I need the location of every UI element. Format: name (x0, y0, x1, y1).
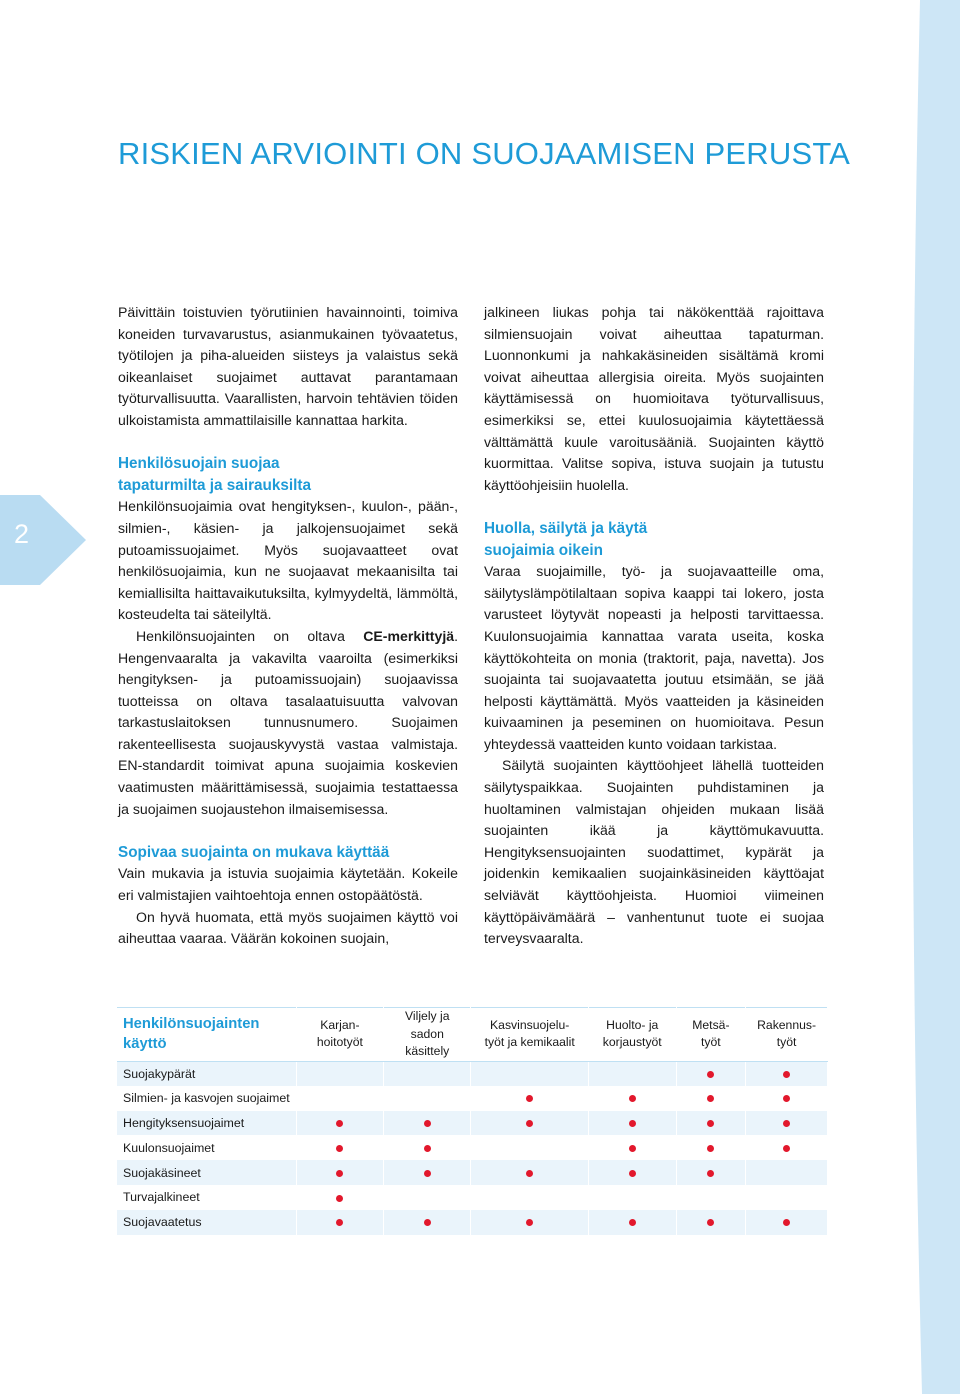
body-paragraph (118, 626, 458, 820)
usage-dot-icon (783, 1120, 790, 1127)
usage-cell (746, 1210, 828, 1235)
usage-dot-icon (526, 1170, 533, 1177)
column-header-line: Karjan- (320, 1017, 360, 1032)
table-title (117, 1008, 296, 1062)
usage-cell (746, 1135, 828, 1160)
table-row (117, 1111, 828, 1136)
table-header-row (117, 1008, 828, 1062)
usage-cell (588, 1086, 676, 1111)
column-header-line: käsittely (405, 1044, 450, 1058)
table-title-line: käyttö (123, 1036, 167, 1053)
usage-dot-icon (424, 1145, 431, 1152)
usage-dot-icon (424, 1170, 431, 1177)
usage-dot-icon (424, 1120, 431, 1127)
usage-cell (296, 1160, 383, 1185)
table-row (117, 1135, 828, 1160)
column-header-line: hoitotyöt (316, 1035, 363, 1050)
body-paragraph: On hyvä huomata, että myös suojaimen käyttö voi aiheuttaa vaaraa. Väärän kokoinen suojain, (118, 908, 458, 947)
section-heading (484, 518, 824, 561)
usage-cell (676, 1185, 746, 1210)
usage-cell (296, 1111, 383, 1136)
text-span: . Hengenvaaralta ja vakavilta vaaroilta (esimerkiksi hengityksen- ja putoamissuojain) suojaavissa tuotteissa on oltava tasalaatuisuutta valvovan tarkastuslaitoksen tunnusnumero. Suojaimen rakenteellisesta suojauskyvystä vastaa valmistaja. EN-standardit toimivat apuna suojaimia koskevien vaatimusten määrittämisessä, suojaimia testattaessa ja suojaimen suojaustehon ilmaisemisessa. (118, 627, 458, 817)
usage-cell (471, 1061, 588, 1086)
column-header-line: työt ja kemikaalit (484, 1035, 575, 1050)
row-label: Suojavaatetus (117, 1210, 296, 1235)
body-paragraph: Henkilönsuojaimia ovat hengityksen-, kuulon-, pään-, silmien-, käsien- ja jalkojensuojaimet sekä putoamissuojaimet. Myös suojavaatteet ovat henkilösuojaimia, kun ne suojaavat mekaanisilta tai kemiallisilta haittavaikutuksilta, kylmyydeltä, lämmöltä, kosteudelta tai säteilyltä. (118, 498, 458, 623)
body-paragraph: jalkineen liukas pohja tai näkökenttää rajoittava silmiensuojain voivat aiheuttaa tapaturman. Luonnonkumi ja nahkakäsineiden sisältämä kromi voivat aiheuttaa allergisia oireita. Myös suojainten käyttämisessä on huomioitava työturvallisuus, esimerkiksi se, ettei kuulosuojaimia käytettäessä välttämättä kuule varoitusääniä. Suojainten käyttö kuormittaa. Valitse sopiva, istuva suojain ja tutustu käyttöohjeisiin huolella. (484, 304, 824, 493)
column-header (471, 1008, 588, 1062)
usage-dot-icon (707, 1170, 714, 1177)
column-header-line: työt (776, 1035, 797, 1050)
usage-dot-icon (629, 1219, 636, 1226)
usage-cell (471, 1210, 588, 1235)
section-heading (118, 453, 458, 496)
usage-cell (471, 1160, 588, 1185)
row-label: Suojakypärät (117, 1061, 296, 1086)
usage-cell (676, 1061, 746, 1086)
column-header-line: Kasvinsuojelu- (490, 1017, 570, 1032)
column-header-line: Metsä- (692, 1017, 730, 1032)
usage-cell (676, 1210, 746, 1235)
usage-cell (471, 1086, 588, 1111)
table-row (117, 1160, 828, 1185)
body-paragraph: Vain mukavia ja istuvia suojaimia käytetään. Kokeile eri valmistajien vaihtoehtoja ennen ostopäätöstä. (118, 865, 458, 904)
ppe-usage-table (117, 1007, 828, 1235)
page-title: RISKIEN ARVIOINTI ON SUOJAAMISEN PERUSTA (118, 136, 851, 171)
usage-dot-icon (526, 1095, 533, 1102)
usage-dot-icon (629, 1170, 636, 1177)
column-header (746, 1008, 828, 1062)
usage-cell (296, 1135, 383, 1160)
usage-cell (296, 1185, 383, 1210)
usage-cell (296, 1210, 383, 1235)
usage-cell (676, 1135, 746, 1160)
column-header-line: Rakennus- (757, 1017, 817, 1032)
column-header (296, 1008, 383, 1062)
column-header-line: työt (701, 1035, 721, 1050)
usage-cell (676, 1111, 746, 1136)
usage-cell (588, 1185, 676, 1210)
column-header-line: Viljely ja sadon (405, 1009, 450, 1041)
usage-dot-icon (629, 1145, 636, 1152)
usage-dot-icon (526, 1120, 533, 1127)
usage-cell (296, 1086, 383, 1111)
right-column (484, 302, 824, 950)
row-label: Kuulonsuojaimet (117, 1135, 296, 1160)
body-paragraph: Varaa suojaimille, työ- ja suojavaatteille oma, säilytyslämpötilaltaan sopiva kaappi tai lokero, josta varusteet löytyvät nopeasti ja helposti tarvittaessa. Kuulonsuojaimia kannattaa varata useita, koska käyttökohteita on monia (traktorit, paja, navetta). Jos suojainta tai suojavaatetta joutuu etsimään, se jää helposti käyttämättä. Myös vaatteiden ja käsineiden kuivaaminen ja peseminen on huomioitava. Pesun yhteydessä vaatteiden kunto voidaan tarkistaa. (484, 563, 824, 752)
column-header (676, 1008, 746, 1062)
usage-cell (471, 1111, 588, 1136)
usage-cell (746, 1185, 828, 1210)
usage-dot-icon (336, 1195, 343, 1202)
usage-cell (471, 1135, 588, 1160)
usage-dot-icon (707, 1120, 714, 1127)
usage-cell (588, 1135, 676, 1160)
left-column (118, 302, 458, 950)
usage-dot-icon (783, 1145, 790, 1152)
row-label: Suojakäsineet (117, 1160, 296, 1185)
usage-dot-icon (707, 1219, 714, 1226)
section-heading-line: suojaimia oikein (484, 541, 604, 559)
usage-dot-icon (707, 1071, 714, 1078)
usage-dot-icon (526, 1219, 533, 1226)
usage-dot-icon (707, 1095, 714, 1102)
usage-dot-icon (707, 1145, 714, 1152)
section-heading-line: Huolla, säilytä ja käytä (484, 519, 648, 537)
body-paragraph: Säilytä suojainten käyttöohjeet lähellä tuotteiden säilytyspaikkaa. Suojainten puhdistaminen ja huoltaminen valmistajan ohjeiden mukaan lisää suojainten ikää ja käyttömukavuutta. Hengityksensuojainten suodattimet, kypärät ja joidenkin kemikaalien suojainkäsineiden käyttöajat selviävät käyttöohjeista. Huomioi viimeinen käyttöpäivämäärä – vanhentunut tuote ei suojaa terveysvaaralta. (484, 757, 824, 947)
row-label: Hengityksensuojaimet (117, 1111, 296, 1136)
text-span: Henkilönsuojainten on oltava (136, 627, 364, 644)
section-heading: Sopivaa suojainta on mukava käyttää (118, 843, 390, 861)
column-header-line: Huolto- ja (606, 1017, 659, 1032)
usage-cell (384, 1111, 471, 1136)
row-label: Turvajalkineet (117, 1185, 296, 1210)
usage-dot-icon (336, 1170, 343, 1177)
usage-cell (296, 1061, 383, 1086)
usage-cell (384, 1160, 471, 1185)
usage-dot-icon (336, 1120, 343, 1127)
row-label: Silmien- ja kasvojen suojaimet (117, 1086, 296, 1111)
usage-cell (384, 1086, 471, 1111)
usage-cell (588, 1111, 676, 1136)
usage-cell (588, 1210, 676, 1235)
usage-dot-icon (783, 1071, 790, 1078)
usage-dot-icon (424, 1219, 431, 1226)
page-number-tab (0, 495, 86, 585)
usage-cell (746, 1061, 828, 1086)
usage-dot-icon (783, 1219, 790, 1226)
usage-cell (588, 1061, 676, 1086)
column-header (384, 1008, 471, 1062)
table-title-line: Henkilönsuojainten (123, 1016, 260, 1033)
decorative-edge-band (900, 0, 960, 1394)
usage-cell (746, 1086, 828, 1111)
usage-cell (384, 1135, 471, 1160)
ce-marking-term: CE-merkittyjä (363, 627, 455, 644)
table-row (117, 1210, 828, 1235)
column-header (588, 1008, 676, 1062)
page-number: 2 (14, 519, 30, 549)
usage-cell (588, 1160, 676, 1185)
table-row (117, 1185, 828, 1210)
section-heading-line: Henkilösuojain suojaa (118, 455, 280, 473)
usage-cell (384, 1210, 471, 1235)
usage-cell (746, 1111, 828, 1136)
usage-dot-icon (629, 1095, 636, 1102)
usage-cell (746, 1160, 828, 1185)
usage-dot-icon (629, 1120, 636, 1127)
usage-cell (384, 1185, 471, 1210)
usage-dot-icon (336, 1219, 343, 1226)
column-header-line: korjaustyöt (602, 1035, 662, 1050)
usage-cell (471, 1185, 588, 1210)
usage-cell (384, 1061, 471, 1086)
intro-paragraph: Päivittäin toistuvien työrutiinien havainnointi, toimiva koneiden turvavarustus, asianmukainen työvaatetus, työtilojen ja piha-alueiden siisteys ja valaistus sekä oikeanlaiset suojaimet auttavat parantamaan työturvallisuutta. Vaarallisten, harvoin tehtävien töiden ulkoistamista ammattilaisille kannattaa harkita. (118, 304, 458, 428)
section-heading-line: tapaturmilta ja sairauksilta (118, 476, 311, 494)
table-row (117, 1086, 828, 1111)
usage-dot-icon (783, 1095, 790, 1102)
usage-dot-icon (336, 1145, 343, 1152)
table-row (117, 1061, 828, 1086)
usage-cell (676, 1086, 746, 1111)
usage-cell (676, 1160, 746, 1185)
